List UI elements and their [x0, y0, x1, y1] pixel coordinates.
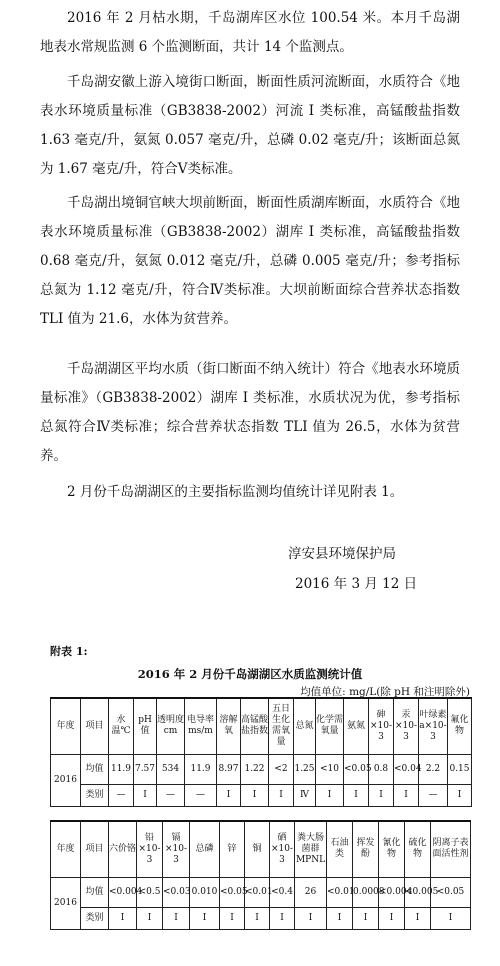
year-cell: 2016 [51, 877, 81, 929]
class-cell: Ⅰ [137, 907, 163, 929]
paragraph-water-level: 2016 年 2 月枯水期，千岛湖库区水位 100.54 米。本月千岛湖地表水常规监测 6 个监测断面，共计 14 个监测点。 [40, 10, 460, 55]
mean-cell: <0.04 [394, 754, 419, 784]
item-header: 项目 [81, 698, 109, 754]
class-cell: Ⅰ [109, 907, 137, 929]
class-cell: Ⅰ [217, 784, 241, 806]
mean-cell: <0.05 [431, 877, 471, 907]
mean-label: 均值 [81, 754, 109, 784]
column-header: 氰化物 [379, 821, 405, 877]
mean-cell: <0.4 [270, 877, 295, 907]
column-header: 水温℃ [109, 698, 134, 754]
mean-cell: <0.05 [220, 877, 245, 907]
paragraph-dam-section: 千岛湖出境铜官峡大坝前断面，断面性质湖库断面，水质符合《地表水环境质量标准（GB3838-2002）湖库 Ⅰ 类标准，高锰酸盐指数 0.68 毫克/升，氨氮 0.012 毫克/升，总磷 0.005 毫克/升；参考指标总氮为 1.12 毫克/升，符合Ⅳ类标准。大坝前断面综合营养状态指数 TLI 值为 21.6，水体为贫营养。 [40, 195, 460, 327]
column-header: pH值 [134, 698, 157, 754]
column-header: 总磷 [190, 821, 220, 877]
mean-cell: 0.15 [448, 754, 472, 784]
mean-cell: <0.05 [344, 754, 369, 784]
class-cell: Ⅰ [394, 784, 419, 806]
column-header: 氨氮 [344, 698, 369, 754]
class-cell: Ⅰ [220, 907, 245, 929]
column-header: 砷×10-3 [369, 698, 394, 754]
class-cell: Ⅰ [270, 907, 295, 929]
mean-cell: 0.010 [190, 877, 220, 907]
mean-label: 均值 [81, 877, 109, 907]
class-cell: Ⅰ [241, 784, 269, 806]
mean-cell: <0.5 [137, 877, 163, 907]
table-row-mean [51, 754, 472, 784]
column-header: 化学需氧量 [316, 698, 344, 754]
column-header: 汞×10-3 [394, 698, 419, 754]
class-cell: Ⅰ [379, 907, 405, 929]
mean-cell: 1.22 [241, 754, 269, 784]
column-header: 氟化物 [448, 698, 472, 754]
column-header: 叶绿素a×10-3 [419, 698, 448, 754]
class-cell: Ⅰ [245, 907, 270, 929]
class-cell: Ⅰ [295, 907, 327, 929]
class-cell: Ⅰ [448, 784, 472, 806]
class-cell: Ⅰ [431, 907, 471, 929]
class-label: 类别 [81, 907, 109, 929]
mean-cell: 1.25 [294, 754, 316, 784]
table-unit-note: 均值单位: mg/L(除 pH 和注明除外) [300, 686, 470, 698]
column-header: 电导率ms/m [185, 698, 217, 754]
column-header: 粪大肠菌群MPNL [295, 821, 327, 877]
mean-cell: <10 [316, 754, 344, 784]
column-header: 锌 [220, 821, 245, 877]
column-header: 镉×10-3 [163, 821, 190, 877]
mean-cell: <0.005 [405, 877, 431, 907]
class-cell: Ⅰ [344, 784, 369, 806]
mean-cell: 7.57 [134, 754, 157, 784]
year-header: 年度 [51, 821, 81, 877]
table-row-class [51, 784, 472, 806]
mean-cell: 2.2 [419, 754, 448, 784]
column-header: 阴离子表面活性剂 [431, 821, 471, 877]
class-cell: — [419, 784, 448, 806]
column-header: 总氮 [294, 698, 316, 754]
table-row-class [51, 907, 471, 929]
column-header: 挥发酚 [353, 821, 379, 877]
paragraph-annex-reference: 2 月份千岛湖湖区的主要指标监测均值统计详见附表 1。 [67, 484, 404, 500]
class-cell: — [109, 784, 134, 806]
mean-cell: 26 [295, 877, 327, 907]
column-header: 铜 [245, 821, 270, 877]
year-header: 年度 [51, 698, 81, 754]
mean-cell: <0.01 [327, 877, 353, 907]
mean-cell: <2 [269, 754, 294, 784]
monitoring-table-2 [50, 820, 471, 930]
item-header: 项目 [81, 821, 109, 877]
mean-cell: <0.01 [245, 877, 270, 907]
column-header: 五日生化需氧量 [269, 698, 294, 754]
class-cell: — [157, 784, 185, 806]
class-label: 类别 [81, 784, 109, 806]
column-header: 透明度cm [157, 698, 185, 754]
column-header: 石油类 [327, 821, 353, 877]
table-row-mean [51, 877, 471, 907]
mean-cell: <0.03 [163, 877, 190, 907]
class-cell: Ⅰ [369, 784, 394, 806]
column-header: 六价铬 [109, 821, 137, 877]
monitoring-table-1 [50, 697, 472, 807]
class-cell: Ⅳ [294, 784, 316, 806]
mean-cell: 11.9 [185, 754, 217, 784]
mean-cell: 0.0008 [353, 877, 379, 907]
class-cell: Ⅰ [269, 784, 294, 806]
column-header: 硫化物 [405, 821, 431, 877]
paragraph-jiekou-section: 千岛湖安徽上游入境街口断面，断面性质河流断面，水质符合《地表水环境质量标准（GB3838-2002）河流 Ⅰ 类标准，高锰酸盐指数 1.63 毫克/升，氨氮 0.057 毫克/升，总磷 0.02 毫克/升；该断面总氮为 1.67 毫克/升，符合Ⅴ类标准。 [40, 74, 460, 177]
class-cell: Ⅰ [163, 907, 190, 929]
mean-cell: 0.8 [369, 754, 394, 784]
paragraph-lake-average: 千岛湖湖区平均水质（街口断面不纳入统计）符合《地表水环境质量标准》（GB3838-2002）湖库 Ⅰ 类标准，水质状况为优，参考指标总氮符合Ⅳ类标准；综合营养状态指数 TLI 值为 26.5，水体为贫营养。 [40, 361, 460, 464]
signature-org: 淳安县环境保护局 [288, 546, 396, 562]
column-header: 高锰酸盐指数 [241, 698, 269, 754]
class-cell: — [185, 784, 217, 806]
mean-cell: <0.004 [379, 877, 405, 907]
class-cell: Ⅰ [316, 784, 344, 806]
class-cell: Ⅰ [353, 907, 379, 929]
mean-cell: <0.004 [109, 877, 137, 907]
mean-cell: 534 [157, 754, 185, 784]
column-header: 溶解氧 [217, 698, 241, 754]
class-cell: Ⅰ [405, 907, 431, 929]
class-cell: Ⅰ [190, 907, 220, 929]
year-cell: 2016 [51, 754, 81, 806]
class-cell: Ⅰ [134, 784, 157, 806]
mean-cell: 8.97 [217, 754, 241, 784]
mean-cell: 11.9 [109, 754, 134, 784]
table-title: 2016 年 2 月份千岛湖湖区水质监测统计值 [137, 667, 363, 681]
column-header: 铅×10-3 [137, 821, 163, 877]
signature-date: 2016 年 3 月 12 日 [295, 576, 418, 592]
column-header: 硒×10-3 [270, 821, 295, 877]
class-cell: Ⅰ [327, 907, 353, 929]
annex-label: 附表 1: [50, 645, 88, 658]
